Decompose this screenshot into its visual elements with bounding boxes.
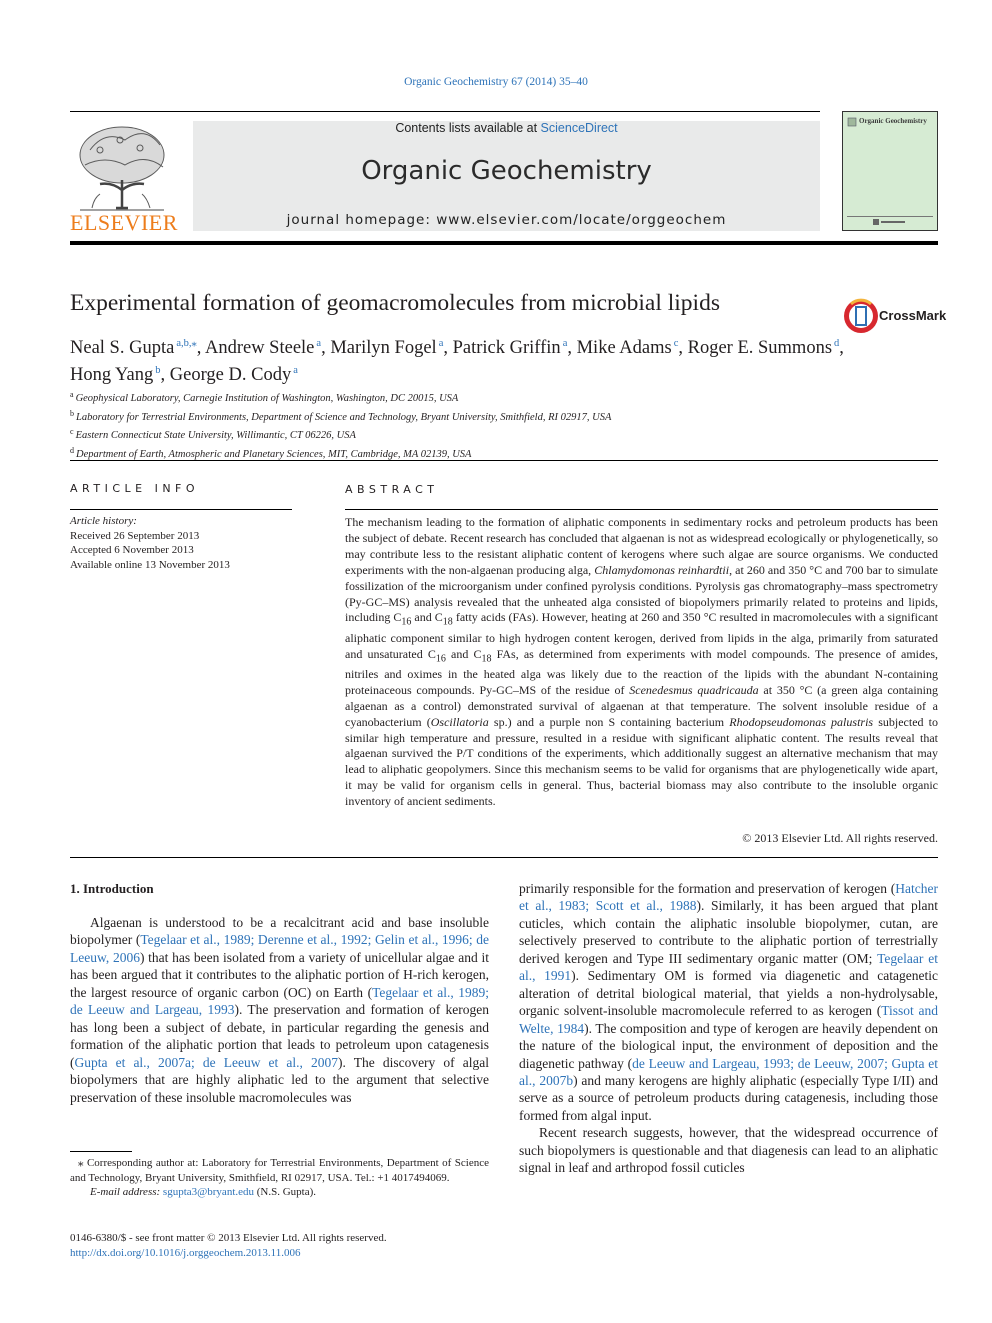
doi-link[interactable]: http://dx.doi.org/10.1016/j.orggeochem.2013.11.006	[70, 1246, 301, 1259]
abstract-copyright: © 2013 Elsevier Ltd. All rights reserved.	[742, 831, 938, 845]
species-name: Oscillatoria	[430, 714, 489, 729]
abstract-segment: FAs, as determined from experiments with model compounds. The presence of amides, nitriles and oximes in the heated alga was likely due to the reaction of the lipids with the abundant N-containing proteinaceous compounds. Py-GC–MS of the residue of	[345, 646, 938, 697]
author-name[interactable]: Roger E. Summons	[687, 338, 833, 358]
text-segment: ). The discovery of algal biopolymers that are highly aliphatic led to the argument that selective preservation of these insoluble macromolecules was	[70, 1054, 489, 1105]
abstract-segment: fatty acids (FAs). However, heating at 260 and 350 °C resulted in macromolecules with a significant aliphatic component similar to high hydrogen content kerogen, derived from lipids in the alga, primarily from saturated and unsaturated C	[345, 610, 938, 661]
citation-link[interactable]: Tegelaar et al., 1989; Derenne et al., 1992; Gelin et al., 1996; de Leeuw, 2006	[70, 932, 489, 965]
abstract-rule	[345, 509, 938, 510]
subscript: 18	[442, 616, 453, 628]
text-segment: Algaenan is understood to be a recalcitrant acid and base insoluble biopolymer (	[70, 915, 489, 948]
author-separator: ,	[443, 338, 448, 358]
text-segment: primarily responsible for the formation and preservation of kerogen (	[519, 881, 896, 896]
affiliation-text: Eastern Connecticut State University, Willimantic, CT 06226, USA	[75, 430, 356, 441]
issn-line: 0146-6380/$ - see front matter © 2013 Elsevier Ltd. All rights reserved.	[70, 1232, 387, 1244]
paragraph	[70, 914, 489, 1106]
subscript: 18	[481, 653, 492, 665]
affiliation-text: Laboratory for Terrestrial Environments, Department of Science and Technology, Bryant University, Smithfield, RI 02917, USA	[76, 411, 612, 423]
author-separator: ,	[196, 338, 202, 358]
author-affiliation-mark[interactable]: c	[673, 338, 679, 349]
abstract-segment: and C	[445, 646, 482, 661]
author-separator: ,	[160, 364, 166, 385]
author-line-1	[70, 333, 945, 360]
journal-cover-thumbnail[interactable]	[842, 111, 938, 231]
species-name: Scenedesmus quadricauda	[629, 682, 759, 697]
article-title: Experimental formation of geomacromolecules from microbial lipids	[70, 290, 720, 316]
online-date: Available online 13 November 2013	[70, 558, 230, 571]
text-segment: ). Similarly, it has been argued that plant cuticles, which contain the aliphatic insoluble biopolymer, cutan, are selectively preserved to contribute to the aliphatic portion of terrestrially derived kerogen and Type III sedimentary organic matter (OM;	[519, 898, 938, 966]
subscript: 16	[435, 653, 446, 665]
affiliation-item	[70, 407, 950, 426]
body-column-left	[70, 914, 489, 1106]
author-separator: ,	[839, 338, 844, 358]
citation-link[interactable]: Tegelaar et al., 1989; de Leeuw and Largeau, 1993	[70, 984, 489, 1018]
author-name[interactable]: Neal S. Gupta	[70, 338, 175, 358]
footnote-text: Corresponding author at: Laboratory for Terrestrial Environments, Department of Science and Technology, Bryant University, Smithfield, RI 02917, USA. Tel.: +1 4017494069.	[70, 1157, 489, 1184]
author-separator: ,	[321, 338, 326, 358]
abstract-segment: and C	[411, 610, 443, 625]
author-list	[70, 333, 945, 386]
email-label: E-mail address:	[90, 1186, 163, 1199]
author-affiliation-mark[interactable]: a	[438, 338, 444, 349]
journal-homepage[interactable]: journal homepage: www.elsevier.com/locate/orggeochem	[286, 212, 727, 228]
author-separator: ,	[567, 338, 572, 358]
footnote-line	[70, 1156, 489, 1185]
abstract-segment: sp.) and a purple non S containing bacterium	[488, 714, 730, 729]
footer-info	[70, 1231, 387, 1260]
author-name[interactable]: Andrew Steele	[204, 338, 315, 358]
text-segment: ). Sedimentary OM is formed via diagenetic and catagenetic alteration of detrital biological material, that yields a non-hydrolysable, organic solvent-insoluble macromolecule referred to as kerogen (	[519, 968, 938, 1019]
email-link[interactable]: sgupta3@bryant.edu	[162, 1186, 255, 1199]
citation-link[interactable]: Tissot and Welte, 1984	[519, 1003, 938, 1036]
species-name: Rhodopseudomonas palustris	[729, 714, 874, 729]
citation-link[interactable]: Hatcher et al., 1983; Scott et al., 1988	[519, 881, 938, 914]
cover-title: Organic Geochemistry	[859, 117, 927, 125]
affiliation-mark: d	[70, 445, 74, 455]
divider	[70, 460, 938, 461]
cover-publisher-mark-icon	[873, 218, 907, 226]
email-owner: (N.S. Gupta).	[254, 1186, 317, 1199]
journal-citation[interactable]: Organic Geochemistry 67 (2014) 35–40	[404, 76, 588, 88]
cover-footer-rule	[847, 216, 933, 217]
text-segment: ). The composition and type of kerogen are heavily dependent on the nature of the biological input, the environment of deposition and the diagenetic pathway (	[519, 1020, 938, 1071]
article-info-rule	[70, 509, 292, 510]
abstract-segment: The mechanism leading to the formation of aliphatic components in sedimentary rocks and petroleum products has been the subject of debate. Recent research has concluded that algaenan is not as widespread ecologically or phylogenetically, so may contribute less to the resistant aliphatic content of kerogens where such algae are source organisms. We conducted experiments with the non-algaenan producing alga,	[345, 515, 938, 577]
email-line	[70, 1185, 489, 1200]
crossmark-label[interactable]: CrossMark	[879, 308, 947, 323]
abstract-segment: subjected to similar high temperature and pressure, resulted in a residue with significant aliphatic content. The results reveal that algaenan survived the P/T conditions of the experiments, which additionally suggest an alternative mechanism that may lead to aliphatic geopolymers. Since this mechanism seems to be valid for organisms that are phylogenetically wide apart, it may be valid for organism cells in general. Thus, bacterial biomass may also contribute to the insoluble organic inventory of ancient sediments.	[345, 714, 938, 809]
author-separator: ,	[678, 338, 683, 358]
history-label: Article history:	[70, 515, 137, 527]
affiliation-text: Geophysical Laboratory, Carnegie Institution of Washington, Washington, DC 20015, USA	[75, 393, 459, 404]
citation-link[interactable]: Gupta et al., 2007a; de Leeuw et al., 2007	[74, 1054, 338, 1070]
citation-link[interactable]: Tegelaar et al., 1991	[519, 950, 938, 984]
affiliation-mark: c	[70, 427, 74, 436]
divider	[70, 857, 938, 858]
sciencedirect-link[interactable]: ScienceDirect	[540, 121, 618, 135]
author-affiliation-mark[interactable]: a	[316, 338, 322, 349]
elsevier-wordmark: ELSEVIER	[70, 210, 178, 235]
header-top-rule	[70, 111, 820, 112]
citation-link[interactable]: de Leeuw and Largeau, 1993; de Leeuw, 2007; Gupta et al., 2007b	[519, 1055, 938, 1088]
text-segment: ) and many kerogens are highly aliphatic (especially Type I/II) and serve as a source of petroleum products during catagenesis, including those formed from algal input.	[519, 1072, 938, 1123]
text-segment: ) that has been isolated from a variety of unicellular algae and it has been argued that it contributes to the aliphatic portion of H-rich kerogen, the largest resource of organic carbon (OC) on Earth (	[70, 949, 489, 1000]
abstract-segment: at 350 °C (a green alga containing algaenan as a control) demonstrated survival of algaenan at that temperature. The solvent insoluble residue of a cyanobacterium (	[345, 682, 939, 729]
paragraph	[519, 880, 938, 1124]
text-segment: ). The preservation and formation of kerogen has long been a subject of debate, in particular regarding the genesis and formation of the aliphatic portion that leads to petroleum upon catagenesis (	[70, 1002, 489, 1070]
affiliation-item	[70, 388, 950, 407]
author-name[interactable]: Hong Yang	[70, 364, 154, 385]
author-name[interactable]: Mike Adams	[576, 338, 672, 358]
journal-title: Organic Geochemistry	[361, 156, 652, 186]
abstract-heading: ABSTRACT	[345, 483, 439, 496]
footnote-star: ⁎	[78, 1157, 84, 1169]
author-affiliation-mark[interactable]: a	[562, 338, 568, 349]
abstract-text	[345, 515, 938, 810]
author-affiliation-mark[interactable]: a,b,⁎	[176, 338, 197, 349]
header-bottom-rule	[70, 241, 938, 245]
accepted-date: Accepted 6 November 2013	[70, 544, 194, 557]
affiliation-mark: b	[70, 408, 74, 418]
affiliation-item	[70, 425, 950, 444]
contents-prefix: Contents lists available at	[395, 121, 541, 135]
corresponding-author-footnote	[70, 1156, 489, 1200]
author-affiliation-mark[interactable]: a	[293, 364, 298, 376]
section-heading: 1. Introduction	[70, 881, 154, 896]
author-affiliation-mark[interactable]: d	[834, 338, 840, 349]
article-info-heading: ARTICLE INFO	[70, 482, 200, 495]
article-history	[70, 514, 230, 572]
footnote-rule	[70, 1151, 132, 1152]
author-name[interactable]: George D. Cody	[169, 364, 292, 385]
author-name[interactable]: Patrick Griffin	[452, 338, 561, 358]
author-affiliation-mark[interactable]: b	[155, 364, 161, 376]
abstract-segment: , at 260 and 350 °C and 700 bar to simulate fossilization of the microorganism under confined pyrolysis conditions. Pyrolysis gas chromatography–mass spectrometry (Py-GC–MS) analysis revealed that the unheated alga consisted of biopolymers primarily related to proteins and lipids, including C	[345, 562, 938, 625]
subscript: 16	[401, 616, 412, 628]
affiliation-mark: a	[70, 390, 74, 399]
contents-line	[193, 121, 820, 135]
received-date: Received 26 September 2013	[70, 529, 200, 542]
affiliation-text: Department of Earth, Atmospheric and Planetary Sciences, MIT, Cambridge, MA 02139, USA	[76, 448, 472, 460]
author-line-2	[70, 360, 945, 387]
cover-emblem-icon	[847, 117, 857, 127]
affiliation-list	[70, 388, 950, 462]
body-column-right	[519, 880, 938, 1177]
author-name[interactable]: Marilyn Fogel	[330, 338, 437, 358]
species-name: Chlamydomonas reinhardtii	[594, 562, 730, 577]
paragraph: Recent research suggests, however, that the widespread occurrence of such biopolymers is questionable and that diagenesis can lead to an aliphatic signal in leaf and arthropod fossil cuticles	[519, 1125, 938, 1176]
